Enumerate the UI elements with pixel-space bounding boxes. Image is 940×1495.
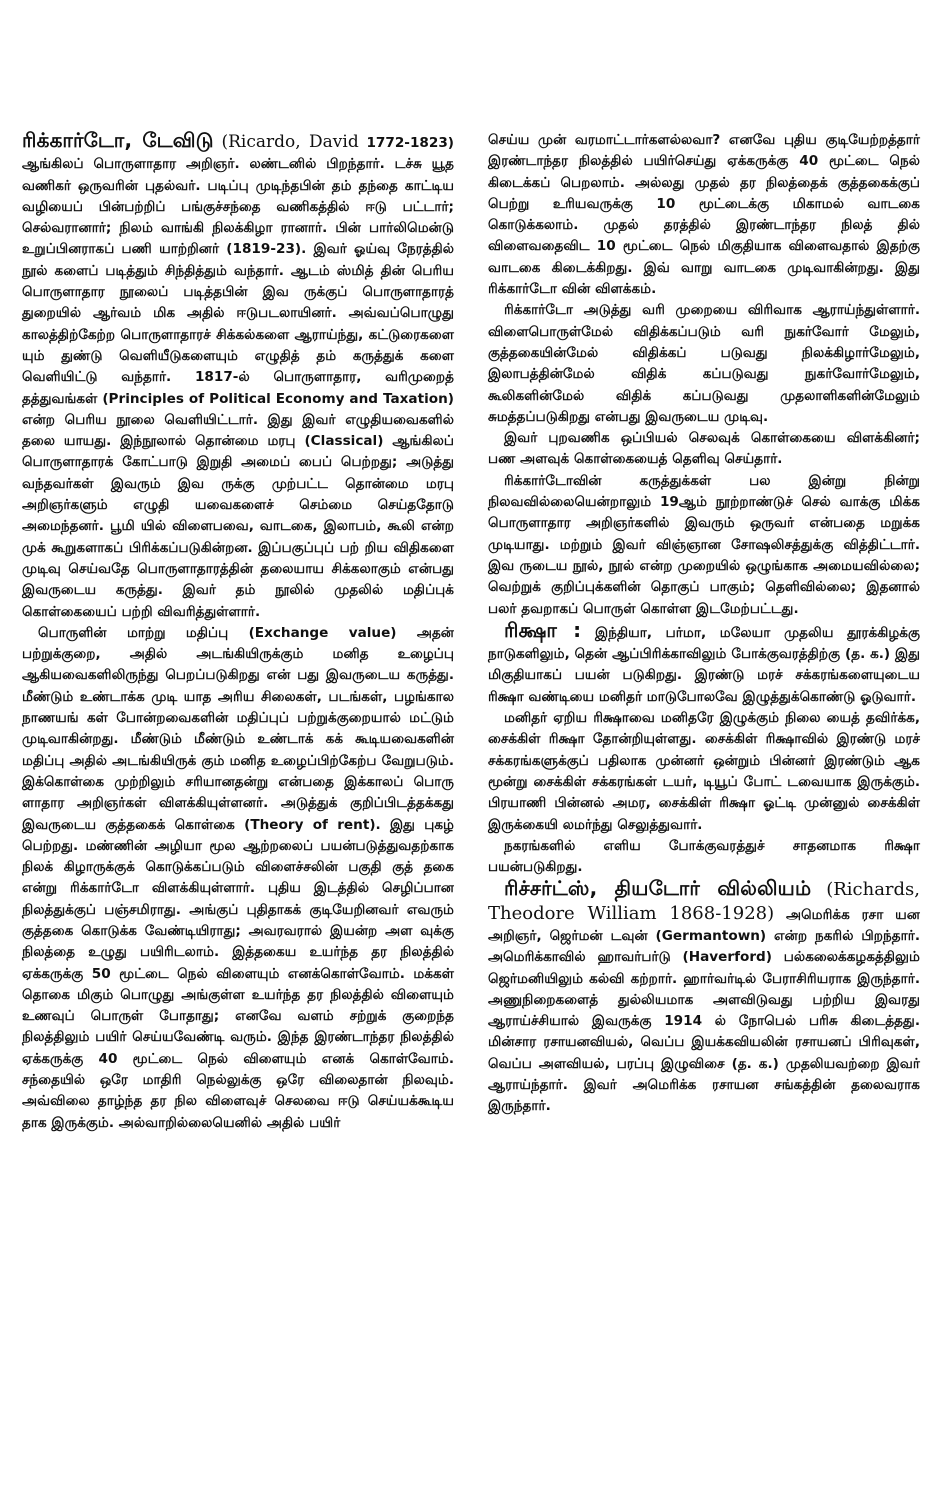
ricardo-paragraph-6: ரிக்கார்டோவின் கருத்துக்கள் பல இன்று நின்று நிலவவில்லையென்றாலும் 19ஆம் நூற்றாண்டுச் செல் வாக்கு மிக்க பொருளாதார அறிஞர்களில் இவரும் ஒருவர் என்பதை மறுக்க முடியாது. மற்றும் இவர் விஞ்ஞான சோஷலிசத்துக்கு வித்திட்டார். இவ ருடைய நூல், நூல் என்ற முறையில் ஒழுங்காக அமையவில்லை; வெற்றுக் குறிப்புக்களின் தொகுப் பாகும்; தெளிவில்லை; இதனால் பலர் தவறாகப் பொருள் கொள்ள இடமேற்பட்டது.: [488, 472, 920, 617]
rickshaw-paragraph-1: இந்தியா, பர்மா, மலேயா முதலிய தூரக்கிழக்கு நாடுகளிலும், தென் ஆப்பிரிக்காவிலும் போக்குவரத்திற்கு (த. க.) இது மிகுதியாகப் பயன் படுகிறது. இரண்டு மரச் சக்கரங்களையுடைய ரிக்ஷா வண்டியை மனிதர் மாடுபோலவே இழுத்துக்கொண்டு ஓடுவார்.: [488, 624, 920, 705]
ricardo-paragraph-4: ரிக்கார்டோ அடுத்து வரி முறையை விரிவாக ஆராய்ந்துள்ளார். விளைபொருள்மேல் விதிக்கப்படும் வரி நுகர்வோர் மேலும், குத்தகையின்மேல் விதிக்கப் படுவது நிலக்கிழார்மேலும், இலாபத்தின்மேல் விதிக் கப்படுவது நுகர்வோர்மேலும், கூலிகளின்மேல் விதிக் கப்படுவது முதலாளிகளின்மேலும் சுமத்தப்படுகிறது என்பது இவருடைய முடிவு.: [488, 302, 920, 425]
ricardo-paragraph-5: இவர் புறவணிக ஒப்பியல் செலவுக் கொள்கையை விளக்கினர்; பண அளவுக் கொள்கையைத் தெளிவு செய்தார்.: [488, 430, 920, 468]
headword-richards-latin: (Richards, Theodore William 1868-1928): [488, 879, 921, 924]
right-column: [488, 130, 920, 1118]
headword-ricardo-latin: (Ricardo, David: [221, 132, 359, 152]
headword-richards: ரிச்சர்ட்ஸ், தியடோர் வில்லியம்: [504, 876, 812, 901]
headword-rickshaw: ரிக்ஷா :: [504, 617, 582, 642]
richards-paragraph-1: அமெரிக்க ரசா யன அறிஞர், ஜெர்மன் டவுன் (Germantown) என்ற நகரில் பிறந்தார். அமெரிக்காவில் ஹாவர்பர்டு (Haverford) பல்கலைக்கழகத்திலும் ஜெர்மனியிலும் கல்வி கற்றார். ஹார்வர்டில் பேராசிரியராக இருந்தார். அணுநிறைகளைத் துல்லியமாக அளவிடுவது பற்றிய இவரது ஆராய்ச்சியால் இவருக்கு 1914 ல் நோபெல் பரிசு கிடைத்தது. மின்சார ரசாயனவியல், வெப்ப இயக்கவியலின் ரசாயனப் பிரிவுகள், வெப்ப அளவியல், பரப்பு இழுவிசை (த. க.) முதலியவற்றை இவர் ஆராய்ந்தார். இவர் அமெரிக்க ரசாயன சங்கத்தின் தலைவராக இருந்தார்.: [488, 906, 920, 1115]
entry-ricardo-heading: [22, 130, 454, 623]
entry-richards: [488, 878, 920, 1117]
ricardo-paragraph-1: 1772-1823) ஆங்கிலப் பொருளாதார அறிஞர். லண்டனில் பிறந்தார். டச்சு யூத வணிகர் ஒருவரின் புதல்வர். படிப்பு முடிந்தபின் தம் தந்தை காட்டிய வழியைப் பின்பற்றிப் பங்குச்சந்தை வணிகத்தில் ஈடு பட்டார்; செல்வரானார்; நிலம் வாங்கி நிலக்கிழா ரானார். பின் பார்லிமென்டு உறுப்பினராகப் பணி யாற்றினர் (1819-23). இவர் ஓய்வு நேரத்தில் நூல் களைப் படித்தும் சிந்தித்தும் வந்தார். ஆடம் ஸ்மித் தின் பெரிய பொருளாதார நூலைப் படித்தபின் இவ ருக்குப் பொருளாதாரத் துறையில் ஆர்வம் மிக அதில் ஈடுபடலாயினர். அவ்வப்பொழுது காலத்திற்கேற்ற பொருளாதாரச் சிக்கல்களை ஆராய்ந்து, கட்டுரைகளை யும் துண்டு வெளியீடுகளையும் எழுதித் தம் கருத்துக் களை வெளியிட்டு வந்தார். 1817-ல் பொருளாதார, வரிமுறைத் தத்துவங்கள் (Principles of Political Economy and Taxation) என்ற பெரிய நூலை வெளியிட்டார். இது இவர் எழுதியவைகளில் தலை யாயது. இந்நூலால் தொன்மை மரபு (Classical) ஆங்கிலப் பொருளாதாரக் கோட்பாடு இறுதி அமைப் பைப் பெற்றது; அடுத்து வந்தவர்கள் இவரும் இவ ருக்கு முற்பட்ட தொன்மை மரபு அறிஞர்களும் எழுதி யவைகளைச் செம்மை செய்ததோடு அமைந்தனர். பூமி யில் விளைபவை, வாடகை, இலாபம், கூலி என்ற முக் கூறுகளாகப் பிரிக்கப்படுகின்றன. இப்பகுப்புப் பற் றிய விதிகளை முடிவு செய்வதே பொருளாதாரத்தின் தலையாய சிக்கலாகும் என்பது இவருடைய கருத்து. இவர் தம் நூலில் முதலில் மதிப்புக் கொள்கையைப் பற்றி விவரித்துள்ளார்.: [22, 135, 454, 620]
rickshaw-paragraph-2: மனிதர் ஏறிய ரிக்ஷாவை மனிதரே இழுக்கும் நிலை யைத் தவிர்க்க, சைக்கிள் ரிக்ஷா தோன்றியுள்ளது. சைக்கிள் ரிக்ஷாவில் இரண்டு மரச் சக்கரங்களுக்குப் பதிலாக முன்னர் ஒன்றும் பின்னர் இரண்டும் ஆக மூன்று சைக்கிள் சக்கரங்கள் டயர், டியூப் போட் டவையாக இருக்கும். பிரயாணி பின்னல் அமர, சைக்கிள் ரிக்ஷா ஓட்டி முன்னுல் சைக்கிள் இருக்கையி லமர்ந்து செலுத்துவார்.: [488, 710, 920, 833]
entry-rickshaw: [488, 617, 920, 708]
ricardo-paragraph-3: செய்ய முன் வரமாட்டார்களல்லவா? எனவே புதிய குடியேற்றத்தார் இரண்டாந்தர நிலத்தில் பயிர்செய்து ஏக்கருக்கு 40 மூட்டை நெல் கிடைக்கப் பெறலாம். அல்லது முதல் தர நிலத்தைக் குத்தகைக்குப் பெற்று உரியவருக்கு 10 மூட்டைக்கு மிகாமல் வாடகை கொடுக்கலாம். முதல் தரத்தில் இரண்டாந்தர நிலத் தில் விளைவதைவிட 10 மூட்டை நெல் மிகுதியாக விளைவதால் இதற்கு வாடகை கிடைக்கிறது. இவ் வாறு வாடகை முடிவாகின்றது. இது ரிக்கார்டோ வின் விளக்கம்.: [488, 132, 920, 298]
ricardo-paragraph-2: பொருளின் மாற்று மதிப்பு (Exchange value) அதன் பற்றுக்குறை, அதில் அடங்கியிருக்கும் மனித உழைப்பு ஆகியவைகளிலிருந்து பெறப்படுகிறது என் பது இவருடைய கருத்து. மீண்டும் உண்டாக்க முடி யாத அரிய சிலைகள், படங்கள், பழங்கால நாணயங் கள் போன்றவைகளின் மதிப்புப் பற்றுக்குறையால் மட்டும் முடிவாகின்றது. மீண்டும் மீண்டும் உண்டாக் கக் கூடியவைகளின் மதிப்பு அதில் அடங்கியிருக் கும் மனித உழைப்பிற்கேற்ப வேறுபடும். இக்கொள்கை முற்றிலும் சரியானதன்று என்பதை இக்காலப் பொரு ளாதார அறிஞர்கள் விளக்கியுள்ளனர். அடுத்துக் குறிப்பிடத்தக்கது இவருடைய குத்தகைக் கொள்கை (Theory of rent). இது புகழ் பெற்றது. மண்ணின் அழியா மூல ஆற்றலைப் பயன்படுத்துவதற்காக நிலக் கிழாருக்குக் கொடுக்கப்படும் விளைச்சலின் பகுதி குத் தகை என்று ரிக்கார்டோ விளக்கியுள்ளார். புதிய இடத்தில் செழிப்பான நிலத்துக்குப் பஞ்சமிராது. அங்குப் புதிதாகக் குடியேறினவர் எவரும் குத்தகை கொடுக்க வேண்டியிராது; அவரவரால் இயன்ற அள வுக்கு நிலத்தை உழுது பயிரிடலாம். இத்தகைய உயர்ந்த தர நிலத்தில் ஏக்கருக்கு 50 மூட்டை நெல் விளையும் எனக்கொள்வோம். மக்கள் தொகை மிகும் பொழுது அங்குள்ள உயர்ந்த தர நிலத்தில் விளையும் உணவுப் பொருள் போதாது; எனவே வளம் சற்றுக் குறைந்த நிலத்திலும் பயிர் செய்யவேண்டி வரும். இந்த இரண்டாந்தர நிலத்தில் ஏக்கருக்கு 40 மூட்டை நெல் விளையும் எனக் கொள்வோம். சந்தையில் ஒரே மாதிரி நெல்லுக்கு ஒரே விலைதான் நிலவும். அவ்விலை தாழ்ந்த தர நில விளைவுச் செலவை ஈடு செய்யக்கூடிய தாக இருக்கும். அல்வாறில்லையெனில் அதில் பயிர்: [22, 624, 454, 1131]
left-column: [22, 130, 454, 1134]
headword-ricardo: ரிக்கார்டோ, டேவிடு: [22, 128, 214, 152]
rickshaw-paragraph-3: நகரங்களில் எளிய போக்குவரத்துச் சாதனமாக ரிக்ஷா பயன்படுகிறது.: [488, 837, 920, 876]
